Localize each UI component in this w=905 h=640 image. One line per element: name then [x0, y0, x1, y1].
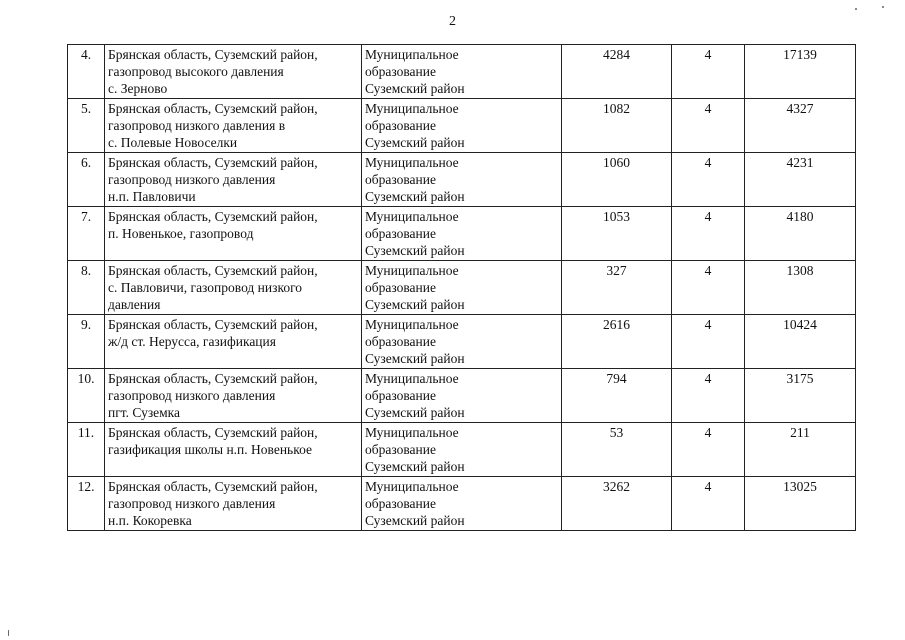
owner-line: Муниципальное [365, 101, 459, 116]
owner-line: Муниципальное [365, 209, 459, 224]
object-line: давления [108, 297, 161, 312]
page-number: 2 [449, 14, 456, 29]
value-3: 4231 [745, 153, 856, 207]
value-3: 13025 [745, 477, 856, 531]
value-2: 4 [672, 369, 745, 423]
table-row [68, 261, 856, 315]
table-row [68, 153, 856, 207]
object-description [105, 423, 362, 477]
owner-line: Суземский район [365, 405, 465, 420]
owner-line: Суземский район [365, 243, 465, 258]
table-body [68, 45, 856, 531]
owner [362, 315, 562, 369]
value-2: 4 [672, 423, 745, 477]
object-line: Брянская область, Суземский район, [108, 101, 318, 116]
value-1: 4284 [562, 45, 672, 99]
object-line: Брянская область, Суземский район, [108, 209, 318, 224]
table-row [68, 423, 856, 477]
object-line: Брянская область, Суземский район, [108, 479, 318, 494]
owner-line: Суземский район [365, 189, 465, 204]
value-1: 1060 [562, 153, 672, 207]
object-line: газопровод высокого давления [108, 64, 284, 79]
value-1: 1053 [562, 207, 672, 261]
object-line: газопровод низкого давления в [108, 118, 286, 133]
value-3: 211 [745, 423, 856, 477]
owner-line: образование [365, 442, 436, 457]
object-description [105, 153, 362, 207]
owner-line: Суземский район [365, 81, 465, 96]
value-3: 3175 [745, 369, 856, 423]
value-2: 4 [672, 261, 745, 315]
owner-line: Муниципальное [365, 425, 459, 440]
table-row [68, 315, 856, 369]
value-3: 10424 [745, 315, 856, 369]
value-2: 4 [672, 477, 745, 531]
object-line: Брянская область, Суземский район, [108, 47, 318, 62]
object-line: н.п. Павловичи [108, 189, 196, 204]
owner-line: Суземский район [365, 459, 465, 474]
value-1: 327 [562, 261, 672, 315]
object-line: с. Павловичи, газопровод низкого [108, 280, 303, 295]
object-line: с. Зерново [108, 81, 168, 96]
value-3: 4180 [745, 207, 856, 261]
owner [362, 477, 562, 531]
object-description [105, 45, 362, 99]
value-2: 4 [672, 99, 745, 153]
row-number: 10. [68, 369, 105, 423]
value-2: 4 [672, 45, 745, 99]
object-line: газопровод низкого давления [108, 388, 276, 403]
owner [362, 207, 562, 261]
scan-speck [882, 6, 884, 8]
row-number: 9. [68, 315, 105, 369]
table-row [68, 45, 856, 99]
owner-line: Суземский район [365, 351, 465, 366]
owner-line: образование [365, 64, 436, 79]
scan-speck [8, 630, 9, 636]
owner [362, 45, 562, 99]
owner-line: Муниципальное [365, 155, 459, 170]
object-line: Брянская область, Суземский район, [108, 371, 318, 386]
owner-line: Муниципальное [365, 371, 459, 386]
owner-line: Муниципальное [365, 47, 459, 62]
object-line: газификация школы н.п. Новенькое [108, 442, 312, 457]
value-1: 794 [562, 369, 672, 423]
object-description [105, 315, 362, 369]
owner-line: образование [365, 496, 436, 511]
object-line: Брянская область, Суземский район, [108, 263, 318, 278]
owner-line: образование [365, 334, 436, 349]
object-line: Брянская область, Суземский район, [108, 425, 318, 440]
row-number: 4. [68, 45, 105, 99]
table-row [68, 477, 856, 531]
owner-line: Суземский район [365, 135, 465, 150]
owner-line: Муниципальное [365, 479, 459, 494]
owner [362, 369, 562, 423]
row-number: 7. [68, 207, 105, 261]
row-number: 12. [68, 477, 105, 531]
value-2: 4 [672, 315, 745, 369]
object-description [105, 261, 362, 315]
object-description [105, 369, 362, 423]
table-row [68, 99, 856, 153]
value-3: 1308 [745, 261, 856, 315]
object-description [105, 477, 362, 531]
value-1: 53 [562, 423, 672, 477]
owner-line: образование [365, 118, 436, 133]
value-1: 3262 [562, 477, 672, 531]
owner [362, 99, 562, 153]
owner-line: Суземский район [365, 513, 465, 528]
row-number: 8. [68, 261, 105, 315]
object-description [105, 207, 362, 261]
object-line: Брянская область, Суземский район, [108, 317, 318, 332]
scan-speck [855, 8, 857, 10]
owner-line: Муниципальное [365, 317, 459, 332]
owner [362, 261, 562, 315]
asset-table [67, 44, 856, 531]
owner-line: образование [365, 226, 436, 241]
owner-line: Муниципальное [365, 263, 459, 278]
object-line: газопровод низкого давления [108, 172, 276, 187]
row-number: 5. [68, 99, 105, 153]
value-1: 2616 [562, 315, 672, 369]
object-line: п. Новенькое, газопровод [108, 226, 254, 241]
object-description [105, 99, 362, 153]
row-number: 11. [68, 423, 105, 477]
row-number: 6. [68, 153, 105, 207]
table-row [68, 369, 856, 423]
owner-line: Суземский район [365, 297, 465, 312]
owner-line: образование [365, 280, 436, 295]
owner [362, 153, 562, 207]
owner [362, 423, 562, 477]
object-line: Брянская область, Суземский район, [108, 155, 318, 170]
owner-line: образование [365, 172, 436, 187]
object-line: газопровод низкого давления [108, 496, 276, 511]
value-2: 4 [672, 207, 745, 261]
value-3: 4327 [745, 99, 856, 153]
object-line: с. Полевые Новоселки [108, 135, 238, 150]
value-1: 1082 [562, 99, 672, 153]
object-line: пгт. Суземка [108, 405, 181, 420]
value-3: 17139 [745, 45, 856, 99]
table-row [68, 207, 856, 261]
owner-line: образование [365, 388, 436, 403]
value-2: 4 [672, 153, 745, 207]
object-line: н.п. Кокоревка [108, 513, 192, 528]
object-line: ж/д ст. Нерусса, газификация [108, 334, 276, 349]
